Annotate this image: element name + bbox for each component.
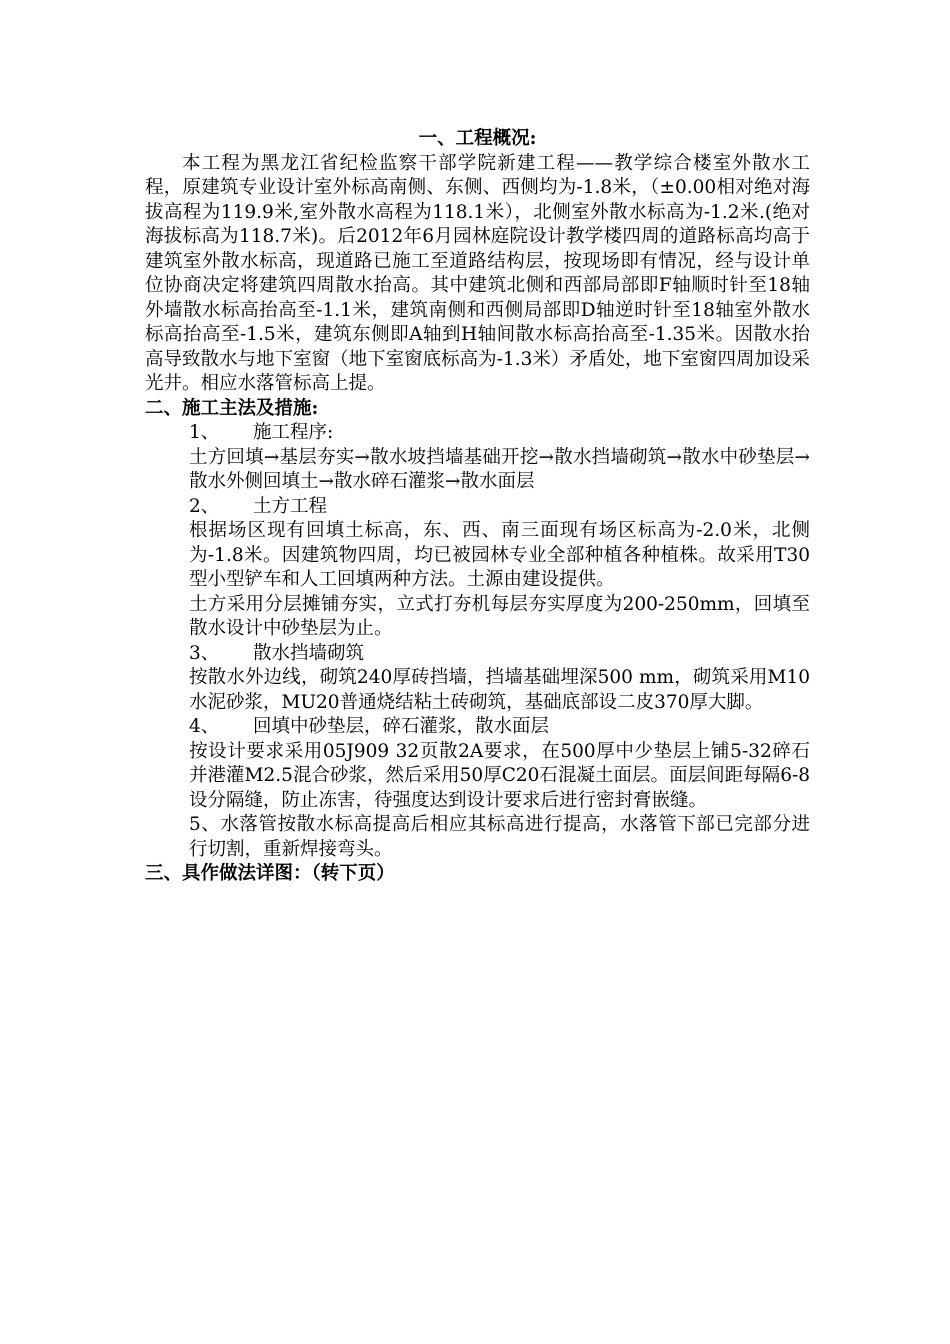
subsection-3-text: 按散水外边线，砌筑240厚砖挡墙，挡墙基础埋深500 mm，砌筑采用M10水泥砂浆，MU20普通烧结粘土砖砌筑，基础底部设二皮370厚大脚。 xyxy=(189,667,810,713)
subsection-4-text: 按设计要求采用05J909 32页散2A要求，在500厚中少垫层上铺5-32碎石并港灌M2.5混合砂浆，然后采用50厚C20石混凝土面层。面层间距每隔6-8设分隔缝，防止冻害，待强度达到设计要求后进行密封膏嵌缝。 xyxy=(189,740,810,811)
subsection-3-number: 3、 xyxy=(189,642,220,664)
subsection-4-number: 4、 xyxy=(189,716,220,737)
subsection-4-heading xyxy=(145,715,810,740)
subsection-1-heading xyxy=(145,421,810,446)
intro-paragraph: 本工程为黑龙江省纪检监察干部学院新建工程——教学综合楼室外散水工程，原建筑专业设计室外标高南侧、东侧、西侧均为-1.8米，（±0.00相对绝对海拔高程为119.9米,室外散水高程为118.1米），北侧室外散水标高为-1.2米.(绝对海拔标高为118.7米)。后2012年6月园林庭院设计教学楼四周的道路标高均高于建筑室外散水标高，现道路已施工至道路结构层，按现场即有情况，经与设计单位协商决定将建筑四周散水抬高。其中建筑北侧和西部局部即F轴顺时针至18轴外墙散水标高抬高至-1.1米，建筑南侧和西侧局部即D轴逆时针至18轴室外散水标高抬高至-1.5米，建筑东侧即A轴到H轴间散水标高抬高至-1.35米。因散水抬高导致散水与地下室窗（地下室窗底标高为-1.3米）矛盾处，地下室窗四周加设采光井。相应水落管标高上提。 xyxy=(145,152,810,394)
subsection-2-text-1: 根据场区现有回填土标高，东、西、南三面现有场区标高为-2.0米，北侧为-1.8米。因建筑物四周，均已被园林专业全部种植各种植株。故采用T30型小型铲车和人工回填两种方法。土源由建设提供。 xyxy=(189,520,810,590)
subsection-2-number: 2、 xyxy=(189,495,220,517)
section-2-title: 二、施工主法及措施: xyxy=(145,397,319,419)
subsection-1-text: 土方回填→基层夯实→散水坡挡墙基础开挖→散水挡墙砌筑→散水中砂垫层→散水外侧回填土→散水碎石灌浆→散水面层 xyxy=(189,446,810,492)
subsection-1-title: 施工程序: xyxy=(253,422,334,443)
subsection-2-heading xyxy=(145,495,810,520)
subsection-3-heading xyxy=(145,642,810,667)
subsection-5-text: 5、水落管按散水标高提高后相应其标高进行提高，水落管下部已完部分进行切割，重新焊接弯头。 xyxy=(189,814,810,860)
section-1-title: 一、工程概况: xyxy=(418,128,537,149)
subsection-3-title: 散水挡墙砌筑 xyxy=(253,642,365,664)
subsection-2-text-2: 土方采用分层摊铺夯实，立式打夯机每层夯实厚度为200-250mm，回填至散水设计中砂垫层为止。 xyxy=(189,593,810,639)
subsection-4-title: 回填中砂垫层，碎石灌浆，散水面层 xyxy=(253,716,550,737)
section-3-title: 三、具作做法详图：（转下页） xyxy=(145,863,395,884)
subsection-2-title: 土方工程 xyxy=(253,495,328,517)
document-page xyxy=(145,127,810,887)
subsection-1-number: 1、 xyxy=(189,422,220,443)
